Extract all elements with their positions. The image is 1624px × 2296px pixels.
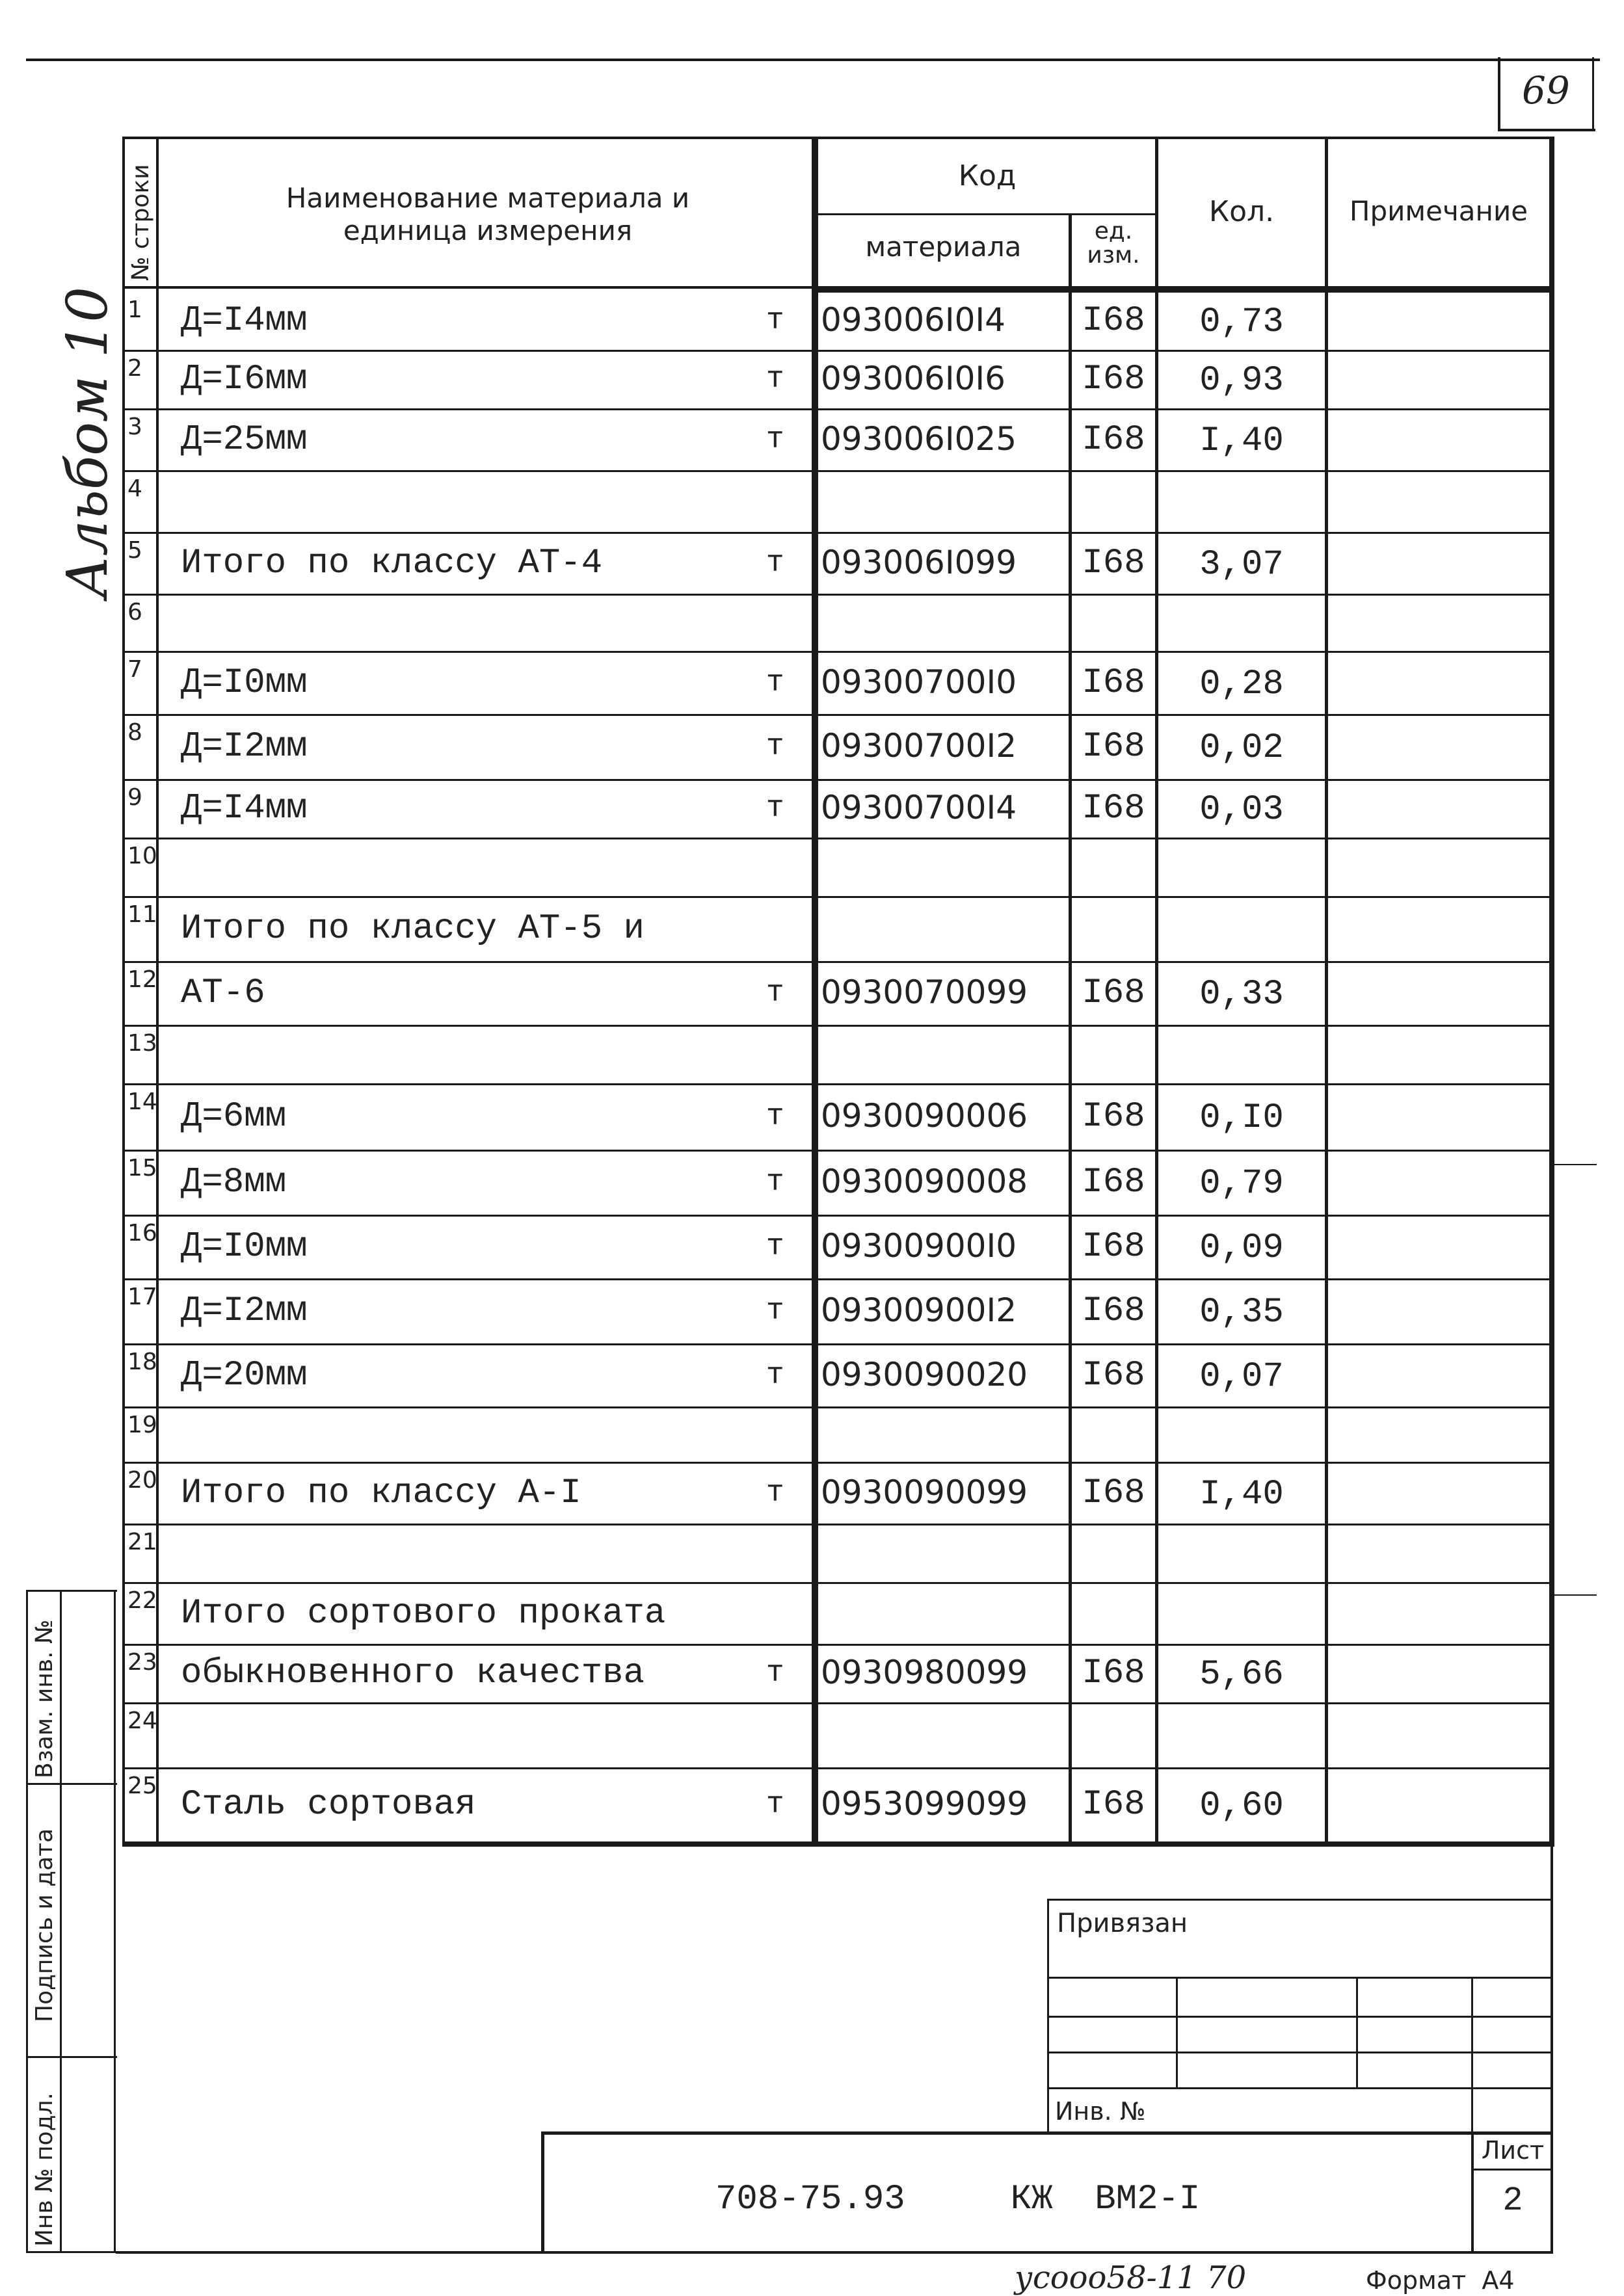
privyazan-label: Привязан: [1057, 1908, 1188, 1938]
unit: т: [766, 730, 784, 763]
unit-code: I68: [1082, 1473, 1145, 1513]
material-name: Д=I2мм: [181, 1291, 308, 1331]
quantity: 0,79: [1199, 1164, 1284, 1204]
row-number: 17: [127, 1284, 157, 1310]
material-code: 0953099099: [821, 1785, 1028, 1823]
page-number-box-left: [1498, 57, 1500, 130]
row-separator: [124, 1841, 1551, 1843]
privyazan-line-1: [1047, 1977, 1553, 1979]
privyazan-line-4: [1047, 2087, 1553, 2089]
header-qty: Кол.: [1208, 195, 1275, 228]
row-number: 20: [127, 1467, 157, 1494]
unit-code: I68: [1082, 543, 1145, 583]
unit: т: [766, 546, 784, 580]
material-code: 09300700I0: [821, 663, 1017, 701]
header-note: Примечание: [1349, 195, 1528, 227]
table-row: [124, 1525, 1551, 1583]
header-code: Код: [958, 159, 1017, 192]
material-code: 0930090006: [821, 1097, 1028, 1135]
unit-code: I68: [1082, 727, 1145, 767]
header-code-unit-2: изм.: [1087, 242, 1140, 269]
row-number: 9: [127, 784, 142, 811]
quantity: 0,73: [1199, 302, 1284, 342]
unit-code: I68: [1082, 1654, 1145, 1693]
material-name: Д=I0мм: [181, 1227, 308, 1267]
sheet-number: 2: [1502, 2182, 1523, 2220]
row-number: 3: [127, 414, 142, 440]
document-code: 708-75.93 КЖ ВМ2-I: [715, 2180, 1201, 2219]
material-name: Сталь сортовая: [181, 1785, 476, 1825]
row-number: 21: [127, 1529, 157, 1555]
privyazan-vline-1: [1176, 1977, 1178, 2089]
privyazan-line-3: [1047, 2052, 1553, 2053]
code-subheader-line: [816, 213, 1158, 215]
unit: т: [766, 1656, 784, 1690]
row-number: 6: [127, 599, 142, 626]
material-name: Д=20мм: [181, 1355, 308, 1395]
privyazan-line-2: [1047, 2016, 1553, 2018]
row-number: 10: [127, 843, 157, 869]
title-block-top: [541, 2131, 1553, 2135]
quantity: 0,03: [1199, 790, 1284, 830]
material-name: Итого по классу АТ-5 и: [181, 909, 645, 949]
quantity: 5,66: [1199, 1655, 1284, 1695]
title-block-left: [541, 2131, 544, 2254]
unit-code: I68: [1082, 789, 1145, 828]
side-stamp-div2: [26, 2056, 117, 2058]
format-label: Формат А4: [1366, 2266, 1515, 2295]
row-number: 25: [127, 1773, 157, 1799]
unit: т: [766, 362, 784, 396]
row-number: 7: [127, 656, 142, 683]
row-number: 4: [127, 475, 142, 502]
material-name: обыкновенного качества: [181, 1654, 645, 1693]
material-name: АТ-6: [181, 973, 265, 1013]
material-code: 09300700I4: [821, 789, 1017, 826]
unit: т: [766, 1475, 784, 1510]
unit: т: [766, 1100, 784, 1133]
unit-code: I68: [1082, 1785, 1145, 1825]
inv-no-label: Инв. №: [1055, 2097, 1146, 2126]
top-rule: [26, 59, 1600, 61]
handwritten-footer: усооо58-11 70: [1015, 2260, 1247, 2296]
header-name-line1: Наименование материала и: [286, 182, 690, 214]
data-top-thick: [813, 287, 1554, 293]
unit-code: I68: [1082, 663, 1145, 703]
row-number: 14: [127, 1089, 157, 1115]
row-number: 8: [127, 719, 142, 746]
material-name: Д=I4мм: [181, 789, 308, 828]
material-code: 09300700I2: [821, 727, 1017, 765]
side-stamp-bottom: [26, 2251, 117, 2253]
quantity: 0,93: [1199, 361, 1284, 401]
unit: т: [766, 1358, 784, 1392]
material-code: 093006I0I6: [821, 360, 1005, 397]
unit: т: [766, 665, 784, 700]
table-row: [124, 1704, 1551, 1769]
material-code: 093006I099: [821, 543, 1017, 581]
table-row: [124, 595, 1551, 652]
material-name: Д=I4мм: [181, 301, 308, 341]
unit-code: I68: [1082, 1163, 1145, 1202]
row-number: 12: [127, 966, 157, 993]
header-row-no: № строки: [127, 164, 154, 281]
material-name: Д=25мм: [181, 419, 308, 460]
table-top-border: [124, 137, 1554, 139]
material-name: Итого по классу АТ-4: [181, 543, 603, 583]
side-stamp-div1: [26, 1783, 117, 1785]
material-code: 093006I0I4: [821, 301, 1005, 339]
material-name: Д=I0мм: [181, 663, 308, 703]
quantity: 0,02: [1199, 728, 1284, 768]
unit-code: I68: [1082, 419, 1145, 460]
material-code: 09300900I2: [821, 1291, 1017, 1329]
margin-rule-2: [1551, 1594, 1597, 1596]
row-number: 22: [127, 1587, 157, 1614]
row-number: 2: [127, 355, 142, 382]
page-number-box-right: [1592, 57, 1594, 130]
privyazan-vline-3: [1471, 1977, 1473, 2133]
material-name: Д=I6мм: [181, 360, 308, 399]
row-number: 18: [127, 1349, 157, 1375]
row-number: 23: [127, 1649, 157, 1676]
side-stamp-top: [26, 1590, 117, 1592]
unit: т: [766, 422, 784, 456]
margin-rule-1: [1551, 1164, 1597, 1165]
unit: т: [766, 791, 784, 825]
material-code: 0930090099: [821, 1473, 1028, 1511]
privyazan-box-top: [1047, 1899, 1553, 1901]
material-name: Итого по классу А-I: [181, 1473, 581, 1513]
material-name: Итого сортового проката: [181, 1593, 666, 1633]
sheet-box-mid: [1471, 2169, 1553, 2171]
row-number: 16: [127, 1220, 157, 1247]
material-code: 09300900I0: [821, 1227, 1017, 1265]
material-code: 0930090020: [821, 1355, 1028, 1393]
page-number: 69: [1522, 68, 1570, 112]
page-number-box-bottom: [1498, 129, 1595, 131]
table-row: [124, 839, 1551, 897]
header-name-line2: единица измерения: [343, 215, 633, 246]
material-name: Д=I2мм: [181, 727, 308, 767]
quantity: 3,07: [1199, 544, 1284, 585]
unit-code: I68: [1082, 360, 1145, 399]
unit-code: I68: [1082, 1227, 1145, 1267]
side-label-inv-podl: Инв № подл.: [31, 2092, 58, 2247]
table-row: [124, 471, 1551, 533]
unit-code: I68: [1082, 1097, 1145, 1137]
quantity: 0,28: [1199, 664, 1284, 704]
table-row: [124, 1408, 1551, 1463]
unit: т: [766, 1788, 784, 1821]
quantity: I,40: [1199, 421, 1284, 461]
unit: т: [766, 1230, 784, 1263]
quantity: 0,I0: [1199, 1098, 1284, 1138]
side-stamp-frame: [114, 1590, 116, 2253]
unit-code: I68: [1082, 973, 1145, 1013]
sheet-label: Лист: [1481, 2136, 1545, 2165]
table-row: [124, 1026, 1551, 1085]
side-stamp-outer-left: [26, 1590, 28, 2253]
unit: т: [766, 304, 784, 337]
quantity: 0,07: [1199, 1356, 1284, 1397]
quantity: 0,60: [1199, 1786, 1284, 1826]
material-code: 0930090008: [821, 1163, 1028, 1200]
quantity: I,40: [1199, 1474, 1284, 1514]
privyazan-vline-2: [1356, 1977, 1358, 2089]
unit-code: I68: [1082, 1291, 1145, 1331]
side-stamp-inner: [60, 1590, 62, 2253]
quantity: 0,35: [1199, 1293, 1284, 1332]
unit: т: [766, 976, 784, 1010]
unit-code: I68: [1082, 301, 1145, 341]
album-label: Альбом 10: [55, 286, 120, 598]
material-name: Д=6мм: [181, 1097, 287, 1137]
row-number: 19: [127, 1412, 157, 1438]
material-code: 0930070099: [821, 973, 1028, 1011]
quantity: 0,33: [1199, 975, 1284, 1014]
row-number: 24: [127, 1708, 157, 1734]
side-label-vzam: Взам. инв. №: [31, 1619, 58, 1778]
material-name: Д=8мм: [181, 1163, 287, 1202]
material-code: 093006I025: [821, 419, 1017, 458]
unit: т: [766, 1165, 784, 1199]
header-code-unit-1: ед.: [1094, 218, 1133, 244]
row-number: 15: [127, 1155, 157, 1181]
row-number: 13: [127, 1030, 157, 1057]
header-code-material: материала: [865, 231, 1022, 263]
side-label-podpis: Подпись и дата: [31, 1828, 58, 2022]
row-number: 11: [127, 901, 157, 928]
row-number: 1: [127, 297, 142, 323]
unit-code: I68: [1082, 1355, 1145, 1395]
unit: т: [766, 1294, 784, 1328]
quantity: 0,09: [1199, 1228, 1284, 1268]
frame-bottom: [116, 2251, 1553, 2254]
row-number: 5: [127, 537, 142, 564]
material-code: 0930980099: [821, 1654, 1028, 1691]
